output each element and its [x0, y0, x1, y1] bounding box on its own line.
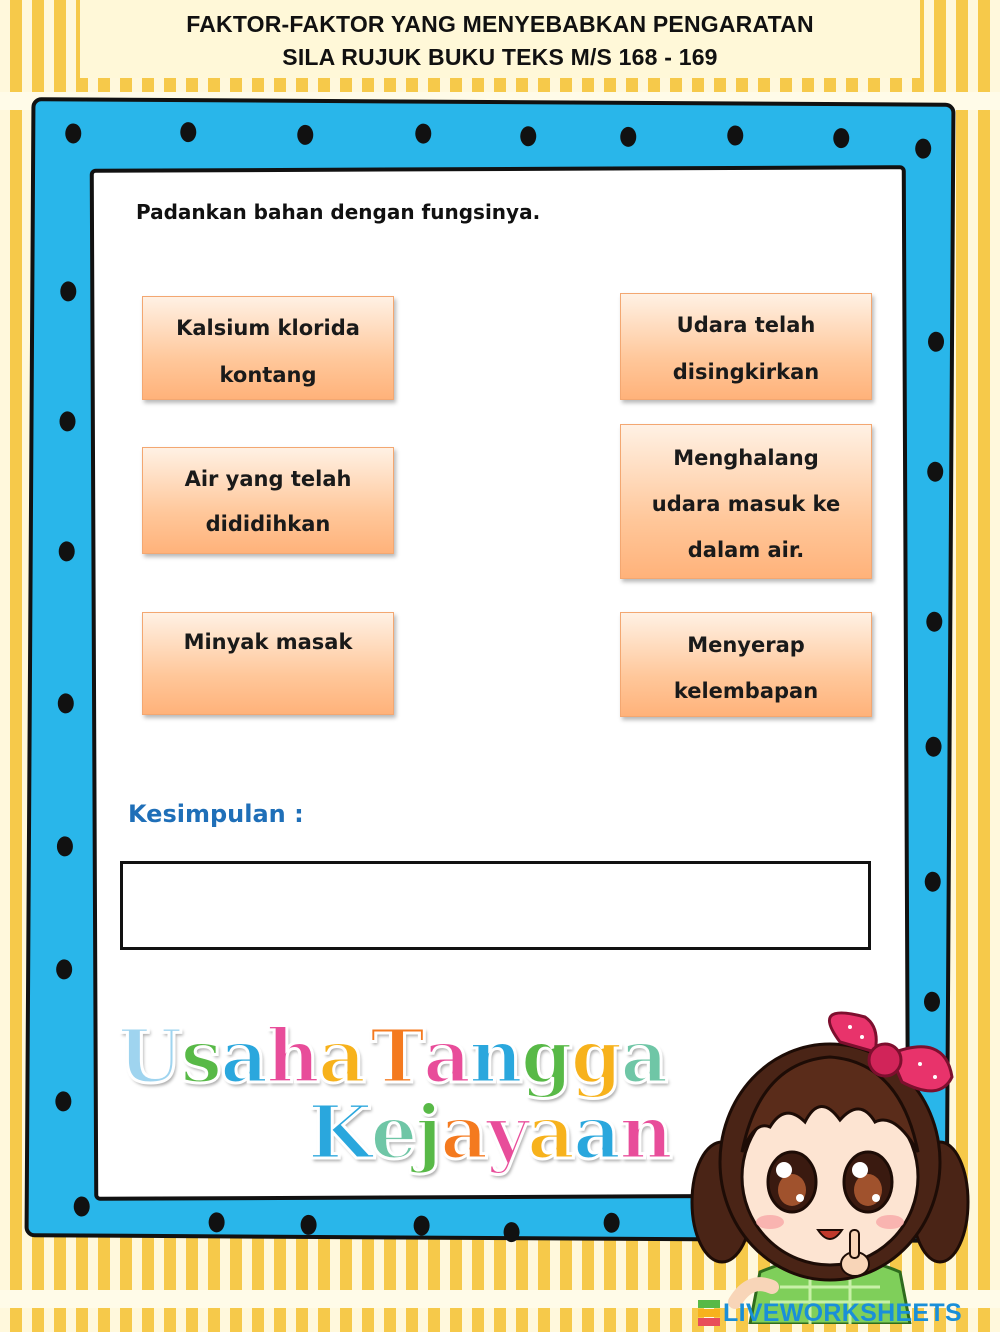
conclusion-input[interactable]: [120, 861, 871, 950]
frame-dot: [56, 959, 72, 979]
frame-dot: [928, 332, 944, 352]
card-line: Kalsium klorida: [176, 316, 360, 340]
frame-dot: [180, 122, 196, 142]
frame-dot: [727, 125, 743, 145]
brand-logo-icon: [698, 1300, 720, 1326]
motto-letter: y: [486, 1090, 528, 1176]
card-line: dididihkan: [205, 512, 331, 536]
motto-letter: a: [527, 1090, 574, 1176]
motto-word-usaha: [118, 1014, 364, 1100]
logo-block: [698, 1318, 720, 1326]
motto-letter: j: [415, 1090, 441, 1176]
cartoon-girl-illustration: [690, 1002, 970, 1324]
frame-dot: [74, 1196, 90, 1216]
frame-dot: [620, 127, 636, 147]
motto-letter: a: [573, 1090, 620, 1176]
frame-dot: [59, 541, 75, 561]
frame-dot: [925, 737, 941, 757]
frame-dot: [57, 836, 73, 856]
motto-letter: a: [423, 1014, 470, 1100]
frame-dot: [926, 612, 942, 632]
frame-dot: [301, 1215, 317, 1235]
material-card-boiled-water[interactable]: [142, 447, 394, 554]
motto-letter: K: [308, 1090, 371, 1176]
motto-letter: n: [619, 1090, 671, 1176]
frame-dot: [58, 693, 74, 713]
frame-dot: [915, 139, 931, 159]
motto-letter: U: [118, 1014, 181, 1100]
frame-dot: [59, 411, 75, 431]
motto-letter: g: [520, 1014, 571, 1100]
header-title: FAKTOR-FAKTOR YANG MENYEBABKAN PENGARATAN: [186, 11, 814, 37]
frame-dot: [414, 1216, 430, 1236]
motto-letter: T: [370, 1014, 424, 1100]
motto-graphic: [118, 1014, 708, 1190]
frame-dot: [927, 462, 943, 482]
frame-dot: [297, 125, 313, 145]
material-card-cooking-oil[interactable]: [142, 612, 394, 715]
card-line: Menyerap: [687, 633, 805, 657]
motto-letter: n: [469, 1014, 521, 1100]
frame-dot: [925, 872, 941, 892]
frame-dot: [209, 1212, 225, 1232]
material-card-calcium-chloride[interactable]: [142, 296, 394, 400]
instruction-text: Padankan bahan dengan fungsinya.: [136, 200, 541, 224]
frame-dot: [415, 124, 431, 144]
motto-letter: a: [220, 1014, 267, 1100]
motto-letter: a: [440, 1090, 487, 1176]
motto-letter: a: [317, 1014, 364, 1100]
frame-dot: [60, 281, 76, 301]
conclusion-label: Kesimpulan :: [128, 800, 304, 828]
frame-dot: [604, 1213, 620, 1233]
logo-block: [698, 1300, 720, 1308]
card-line: kontang: [219, 363, 317, 387]
motto-word-tangga: [370, 1014, 667, 1100]
frame-dot: [65, 123, 81, 143]
card-line: dalam air.: [687, 538, 805, 562]
worksheet-header: [80, 0, 920, 78]
motto-letter: h: [266, 1014, 318, 1100]
motto-letter: e: [370, 1090, 416, 1176]
card-line: udara masuk ke: [651, 492, 841, 516]
card-line: Menghalang: [673, 446, 819, 470]
card-line: Air yang telah: [184, 467, 352, 491]
logo-block: [698, 1309, 720, 1317]
card-line: kelembapan: [673, 679, 819, 703]
frame-dot: [833, 128, 849, 148]
function-card-absorb-moisture[interactable]: [620, 612, 872, 717]
frame-dot: [504, 1222, 520, 1242]
card-line: disingkirkan: [672, 360, 820, 384]
brand-name: LIVEWORKSHEETS: [723, 1298, 962, 1327]
liveworksheets-brand: [698, 1298, 962, 1328]
motto-word-kejayaan: [308, 1090, 671, 1176]
card-line: Minyak masak: [183, 630, 353, 654]
motto-letter: s: [180, 1014, 221, 1100]
motto-letter: a: [620, 1014, 667, 1100]
card-line: Udara telah: [676, 313, 816, 337]
function-card-block-air[interactable]: [620, 424, 872, 579]
function-card-air-removed[interactable]: [620, 293, 872, 400]
header-reference: SILA RUJUK BUKU TEKS M/S 168 - 169: [282, 44, 718, 70]
frame-dot: [55, 1091, 71, 1111]
frame-dot: [520, 126, 536, 146]
motto-letter: g: [570, 1014, 621, 1100]
